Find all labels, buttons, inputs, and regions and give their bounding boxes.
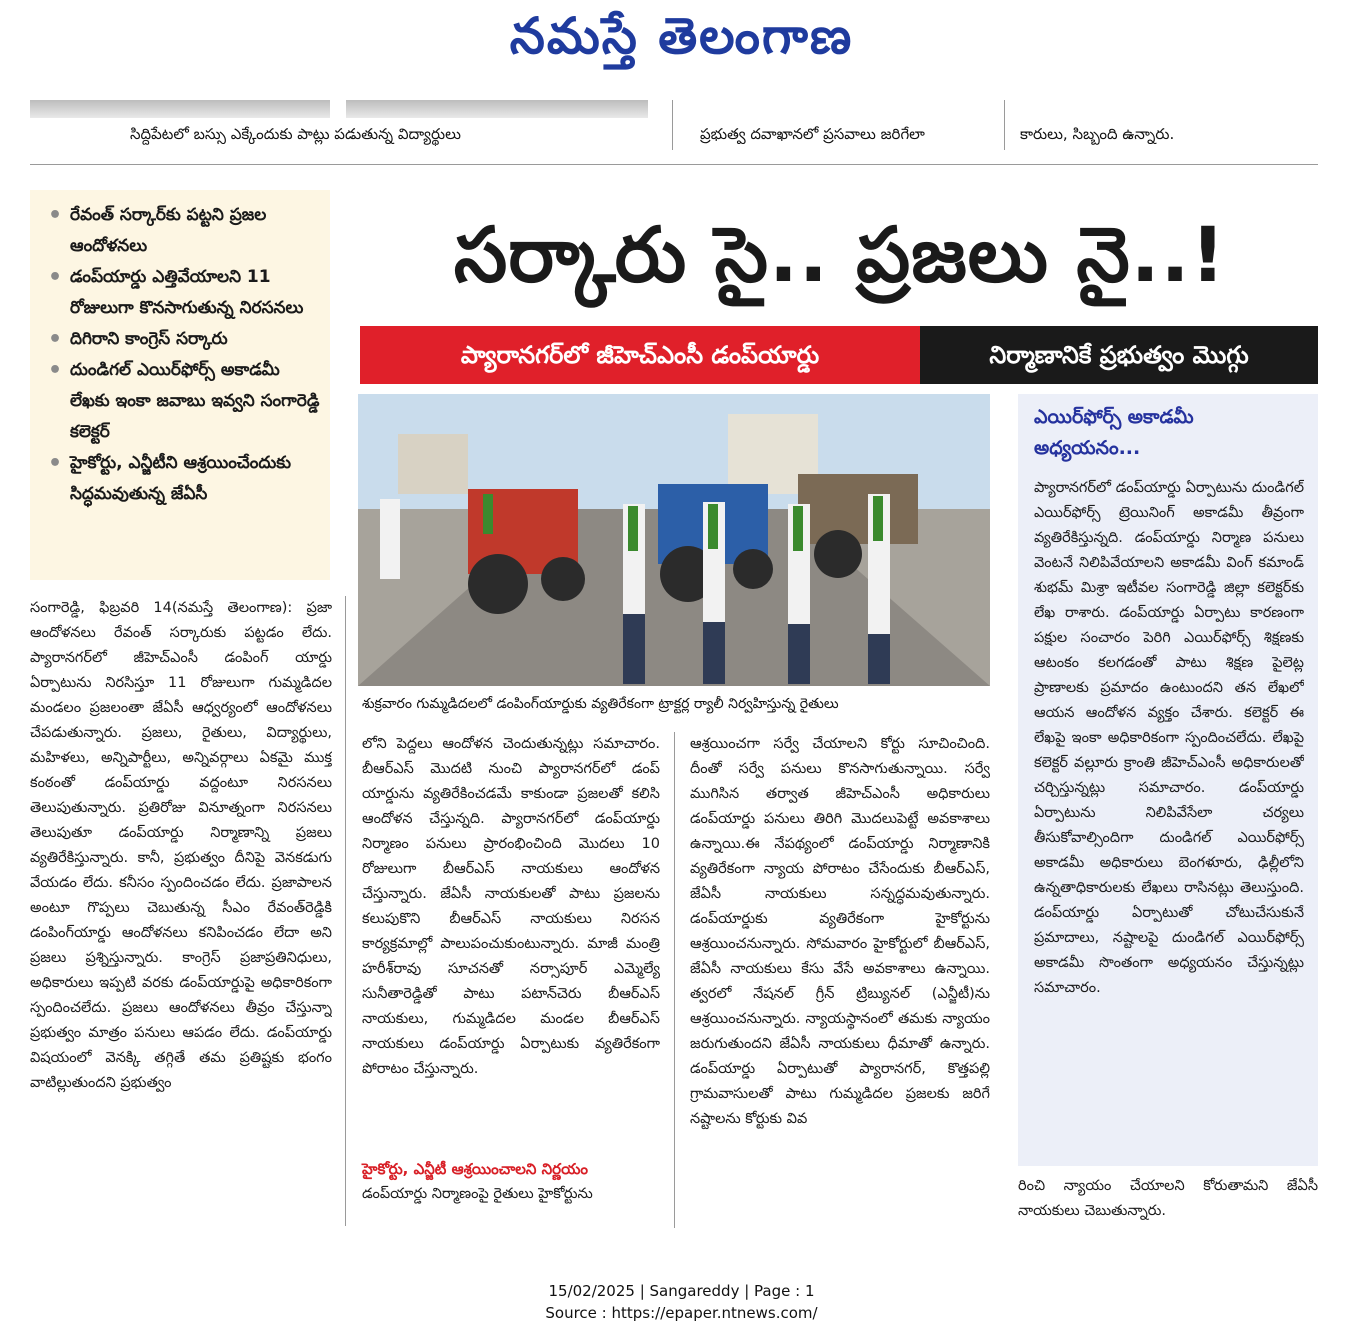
highlight-item: • డంప్‌యార్డు ఎత్తివేయాలని 11 రోజులుగా కొనసాగుతున్న నిరసనలు xyxy=(44,262,322,324)
highlights-list xyxy=(30,190,330,510)
footer-source: Source : https://epaper.ntnews.com/ xyxy=(545,1304,818,1322)
sidebar-title: ఎయిర్‌ఫోర్స్ అకాడమీ అధ్యయనం... xyxy=(1034,406,1194,459)
highlight-item: • హైకోర్టు, ఎన్జీటీని ఆశ్రయించేందుకు సిద్ధమవుతున్న జేఏసీ xyxy=(44,448,322,510)
highlight-item: • దుండిగల్ ఎయిర్‌ఫోర్స్ అకాడమీ లేఖకు ఇంకా జవాబు ఇవ్వని సంగారెడ్డి కలెక్టర్ xyxy=(44,355,322,448)
photo-caption: శుక్రవారం గుమ్మడిదలలో డంపింగ్‌యార్డుకు వ్యతిరేకంగా ట్రాక్టర్ల ర్యాలీ నిర్వహిస్తున్న రైతులు xyxy=(362,696,839,712)
subheadline-black xyxy=(920,326,1318,384)
article-column-2-text: లోని పెద్దలు ఆందోళన చెందుతున్నట్లు సమాచారం. బీఆర్‌ఎస్ మొదటి నుంచి ప్యారానగర్‌లో డంప్ యార్డును వ్యతిరేకించడమే కాకుండా ప్రజలతో కలిసి ఆందోళన చేస్తున్నది. ప్యారానగర్‌లో డంప్‌యార్డు నిర్మాణం పనులు ప్రారంభించింది మొదలు 10 రోజులుగా బీఆర్‌ఎస్ నాయకులు ఆందోళన చేస్తున్నారు. జేఏసీ నాయకులతో పాటు ప్రజలను కలుపుకొని బీఆర్‌ఎస్ నాయకులు నిరసన కార్యక్రమాల్లో పాలుపంచుకుంటున్నారు. మాజీ మంత్రి హరీశ్‌రావు సూచనతో నర్సాపూర్ ఎమ్మెల్యే సునీతారెడ్డితో పాటు పటాన్‌చెరు బీఆర్‌ఎస్ నాయకులు, గుమ్మడిదల మండల బీఆర్‌ఎస్ నాయకులు డంప్‌యార్డు ఏర్పాటుకు వ్యతిరేకంగా పోరాటం చేస్తున్నారు. xyxy=(362,736,660,1077)
sidebar-text: ప్యారానగర్‌లో డంప్‌యార్డు ఏర్పాటును దుండిగల్ ఎయిర్‌ఫోర్స్ ట్రెయినింగ్ అకాడమీ తీవ్రంగా వ్యతిరేకిస్తున్నది. డంప్‌యార్డు నిర్మాణ పనులు వెంటనే నిలిపివేయాలని అకాడమీ వింగ్ కమాండ్ శుభమ్ మిశ్రా ఇటీవల సంగారెడ్డి జిల్లా కలెక్టర్‌కు లేఖ రాశారు. డంప్‌యార్డు ఏర్పాటు కారణంగా పక్షుల సంచారం పెరిగి ఎయిర్‌ఫోర్స్ శిక్షణకు ఆటంకం కలగడంతో పాటు శిక్షణ పైలెట్ల ప్రాణాలకు ప్రమాదం ఉంటుందని తన లేఖలో ఆయన ఆందోళన వ్యక్తం చేశారు. కలెక్టర్ ఈ లేఖపై ఇంకా అధికారికంగా స్పందించలేదు. లేఖపై కలెక్టర్ వల్లూరు క్రాంతి జీహెచ్‌ఎంసీ అధికారులతో చర్చిస్తున్నట్లు సమాచారం. డంప్‌యార్డు ఏర్పాటును నిలిపివేసేలా చర్యలు తీసుకోవాల్సిందిగా దుండిగల్ ఎయిర్‌ఫోర్స్ అకాడమీ అధికారులు బెంగళూరు, ఢిల్లీలోని ఉన్నతాధికారులకు లేఖలు రాసినట్లు తెలుస్తుంది. డంప్‌యార్డు ఏర్పాటుతో చోటుచేసుకునే ప్రమాదాలు, నష్టాలపై దుండిగల్ ఎయిర్‌ఫోర్స్ అకాడమీ సొంతంగా అధ్యయనం చేస్తున్నట్లు సమాచారం. xyxy=(1034,480,1304,996)
footer-date-page: 15/02/2025 | Sangareddy | Page : 1 xyxy=(548,1282,815,1300)
top-photo-strip xyxy=(30,100,330,118)
headline: సర్కారు సై.. ప్రజలు నై..! xyxy=(453,210,1227,299)
article-column-1: సంగారెడ్డి, ఫిబ్రవరి 14(నమస్తే తెలంగాణ): ప్రజా ఆందోళనలు రేవంత్ సర్కారుకు పట్టడం లేదు. ప్యారానగర్‌లో జీహెచ్‌ఎంసీ డంపింగ్ యార్డు ఏర్పాటును నిరసిస్తూ 11 రోజులుగా గుమ్మడిదల మండలం ప్రజలంతా జేఏసీ ఆధ్వర్యంలో ఆందోళనలు చేపడుతున్నారు. ప్రజలు, రైతులు, విద్యార్థులు, మహిళలు, అన్నిపార్టీలు, అన్నివర్గాలు ఏకమై ముక్త కంఠంతో డంప్‌యార్డు వద్దంటూ నిరసనలు తెలుపుతున్నారు. ప్రతిరోజు వినూత్నంగా నిరసనలు తెలుపుతూ డంప్‌యార్డు నిర్మాణాన్ని ప్రజలు వ్యతిరేకిస్తున్నారు. కానీ, ప్రభుత్వం దీనిపై వెనకడుగు వేయడం లేదు. కనీసం స్పందించడం లేదు. ప్రజాపాలన అంటూ గొప్పలు చెబుతున్న సీఎం రేవంత్‌రెడ్డికి డంపింగ్‌యార్డు ఆందోళనలు కనిపించడం లేదా అని ప్రజలు ప్రశ్నిస్తున్నారు. కాంగ్రెస్ ప్రజాప్రతినిధులు, అధికారులు ఇప్పటి వరకు డంప్‌యార్డుపై అధికారికంగా స్పందించలేదు. ప్రజలు ఆందోళనలు తీవ్రం చేస్తున్నా ప్రభుత్వం మాత్రం పనులు ఆపడం లేదు. డంప్‌యార్డు విషయంలో వెనక్కి తగ్గితే తమ ప్రతిష్టకు భంగం వాటిల్లుతుందని ప్రభుత్వం xyxy=(30,600,332,1091)
article-column-3: ఆశ్రయించగా సర్వే చేయాలని కోర్టు సూచించింది. దీంతో సర్వే పనులు కొనసాగుతున్నాయి. సర్వే ముగిసిన తర్వాత జీహెచ్‌ఎంసీ అధికారులు డంప్‌యార్డు పనులు తిరిగి మొదలుపెట్టే అవకాశాలు ఉన్నాయి.ఈ నేపథ్యంలో డంప్‌యార్డు నిర్మాణానికి వ్యతిరేకంగా న్యాయ పోరాటం చేసేందుకు బీఆర్‌ఎస్, జేఏసీ నాయకులు సన్నద్ధమవుతున్నారు. డంప్‌యార్డుకు వ్యతిరేకంగా హైకోర్టును ఆశ్రయించనున్నారు. సోమవారం హైకోర్టులో బీఆర్‌ఎస్, జేఏసీ నాయకులు కేసు వేసే అవకాశాలు ఉన్నాయి. త్వరలో నేషనల్ గ్రీన్ ట్రిబ్యునల్ (ఎన్జీటీ)ను ఆశ్రయించనున్నారు. న్యాయస్థానంలో తమకు న్యాయం జరుగుతుందని జేఏసీ నాయకులు ధీమాతో ఉన్నారు. డంప్‌యార్డు ఏర్పాటుతో ప్యారానగర్, కొత్తపల్లి గ్రామవాసులతో పాటు గుమ్మడిదల ప్రజలకు జరిగే నష్టాలను కోర్టుకు వివ xyxy=(690,736,990,1127)
subheadline-red xyxy=(360,326,920,384)
subheadline-red-text: ప్యారానగర్‌లో జీహెచ్‌ఎంసీ డంప్‌యార్డు xyxy=(460,341,820,369)
rally-photo xyxy=(358,394,990,686)
top-middle-snippet: ప్రభుత్వ దవాఖానలో ప్రసవాలు జరిగేలా xyxy=(700,125,925,143)
top-photo-strip-2 xyxy=(346,100,648,118)
column-divider xyxy=(672,100,673,150)
rally-photo-illustration xyxy=(358,394,990,686)
highlight-item: • దిగిరాని కాంగ్రెస్ సర్కారు xyxy=(44,324,322,355)
column-divider xyxy=(1004,100,1005,150)
highlights-box xyxy=(30,190,330,580)
subheadline-black-text: నిర్మాణానికే ప్రభుత్వం మొగ్గు xyxy=(989,341,1249,369)
column-divider xyxy=(674,732,675,1228)
article-column-4-continued: రించి న్యాయం చేయాలని కోరుతామని జేఏసీ నాయకులు చెబుతున్నారు. xyxy=(1018,1178,1318,1219)
top-photo-caption: సిద్దిపేటలో బస్సు ఎక్కేందుకు పాట్లు పడుతున్న విద్యార్థులు xyxy=(130,125,461,143)
article-column-2 xyxy=(362,732,660,1228)
top-right-snippet: కారులు, సిబ్బంది ఉన్నారు. xyxy=(1020,125,1175,143)
masthead-title: నమస్తే తెలంగాణ xyxy=(509,6,854,65)
section-divider xyxy=(30,164,1318,165)
article-subhead: హైకోర్టు, ఎన్జీటీ ఆశ్రయించాలని నిర్ణయం xyxy=(362,1160,588,1178)
article-column-2-continued: డంప్‌యార్డు నిర్మాణంపై రైతులు హైకోర్టును xyxy=(362,1186,593,1202)
highlight-item: • రేవంత్ సర్కార్‌కు పట్టని ప్రజల ఆందోళనలు xyxy=(44,200,322,262)
column-divider xyxy=(345,596,346,1226)
